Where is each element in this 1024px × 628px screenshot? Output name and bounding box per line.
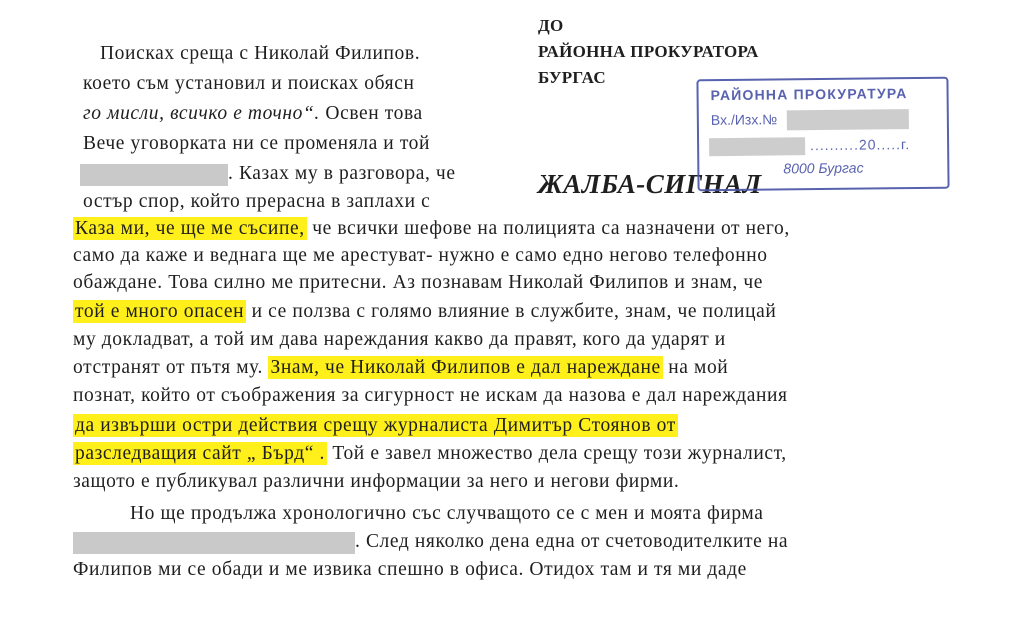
stamp-date-row: ..........20.....г. xyxy=(709,136,910,156)
highlighted-phrase: да извърши остри действия срещу журналиста Димитър Стоянов от xyxy=(75,415,676,436)
body-line-12 xyxy=(73,355,728,381)
body-line-11: му докладват, а той им дава нареждания какво да правят, кого да ударят и xyxy=(73,329,726,350)
body-line-10-text: и се ползва с голямо влияние в службите, знам, че полицай xyxy=(246,301,777,322)
body-line-14 xyxy=(73,413,678,439)
redaction-stamp-number xyxy=(787,109,909,130)
redaction-stamp-date xyxy=(709,137,805,156)
body-line-15-text: Той е завел множество дела срещу този журналист, xyxy=(326,443,787,464)
body-line-7-text: че всички шефове на полицията са назначени от него, xyxy=(306,218,790,239)
body-line-18-text: . След няколко дена една от счетоводителките на xyxy=(355,531,789,552)
body-line-3-rest: Освен това xyxy=(319,103,423,124)
body-line-1: Поисках среща с Николай Филипов. xyxy=(100,43,421,64)
body-line-19: Филипов ми се обади и ме извика спешно в офиса. Отидох там и тя ми даде xyxy=(73,559,747,580)
body-line-5 xyxy=(80,161,456,187)
body-line-13: познат, който от съображения за сигурност не искам да назова е дал нареждания xyxy=(73,385,788,406)
stamp-year-suffix: 20.....г. xyxy=(858,136,911,153)
body-line-16: защото е публикувал различни информации за него и негови фирми. xyxy=(73,471,680,492)
highlighted-phrase: той е много опасен xyxy=(75,301,245,322)
highlighted-phrase: разследващия сайт „ Бърд“ . xyxy=(75,443,325,464)
redaction-company-name xyxy=(73,532,355,554)
addressee-line-2: РАЙОННА ПРОКУРАТОРА xyxy=(538,42,759,61)
body-line-3 xyxy=(83,101,423,127)
redaction-name-1 xyxy=(80,164,228,186)
body-line-10 xyxy=(73,299,776,325)
stamp-registration-label: Вх./Изх.№ xyxy=(710,111,778,128)
body-line-4: Вече уговорката ни се променяла и той xyxy=(83,133,431,154)
highlighted-phrase: Каза ми, че ще ме съсипе, xyxy=(75,218,305,239)
stamp-registration-row xyxy=(711,109,909,131)
body-line-12-end: на мой xyxy=(662,357,729,378)
body-line-6: остър спор, който прерасна в заплахи с xyxy=(83,191,431,212)
stamp-city: 8000 Бургас xyxy=(783,159,864,177)
addressee-line-3: БУРГАС xyxy=(538,68,606,87)
body-line-2: което съм установил и поисках обясн xyxy=(83,73,415,94)
document-title: ЖАЛБА-СИГНАЛ xyxy=(538,169,762,199)
body-line-5-text: . Казах му в разговора, че xyxy=(228,163,456,184)
body-line-9: обаждане. Това силно ме притесни. Аз познавам Николай Филипов и знам, че xyxy=(73,272,763,293)
body-line-12-start: отстранят от пътя му. xyxy=(73,357,269,378)
body-line-7 xyxy=(73,216,790,242)
body-line-8: само да каже и веднага ще ме арестуват- нужно е само едно негово телефонно xyxy=(73,245,768,266)
body-line-18 xyxy=(73,529,788,555)
registration-stamp xyxy=(696,77,949,192)
body-line-17: Но ще продължа хронологично със случващото се с мен и моята фирма xyxy=(130,503,764,524)
quote-fragment: го мисли, всичко е точно“. xyxy=(83,103,320,124)
body-line-15 xyxy=(73,441,787,467)
highlighted-phrase: Знам, че Николай Филипов е дал нареждане xyxy=(270,357,661,378)
stamp-institution: РАЙОННА ПРОКУРАТУРА xyxy=(710,85,908,104)
addressee-line-1: ДО xyxy=(538,16,564,35)
